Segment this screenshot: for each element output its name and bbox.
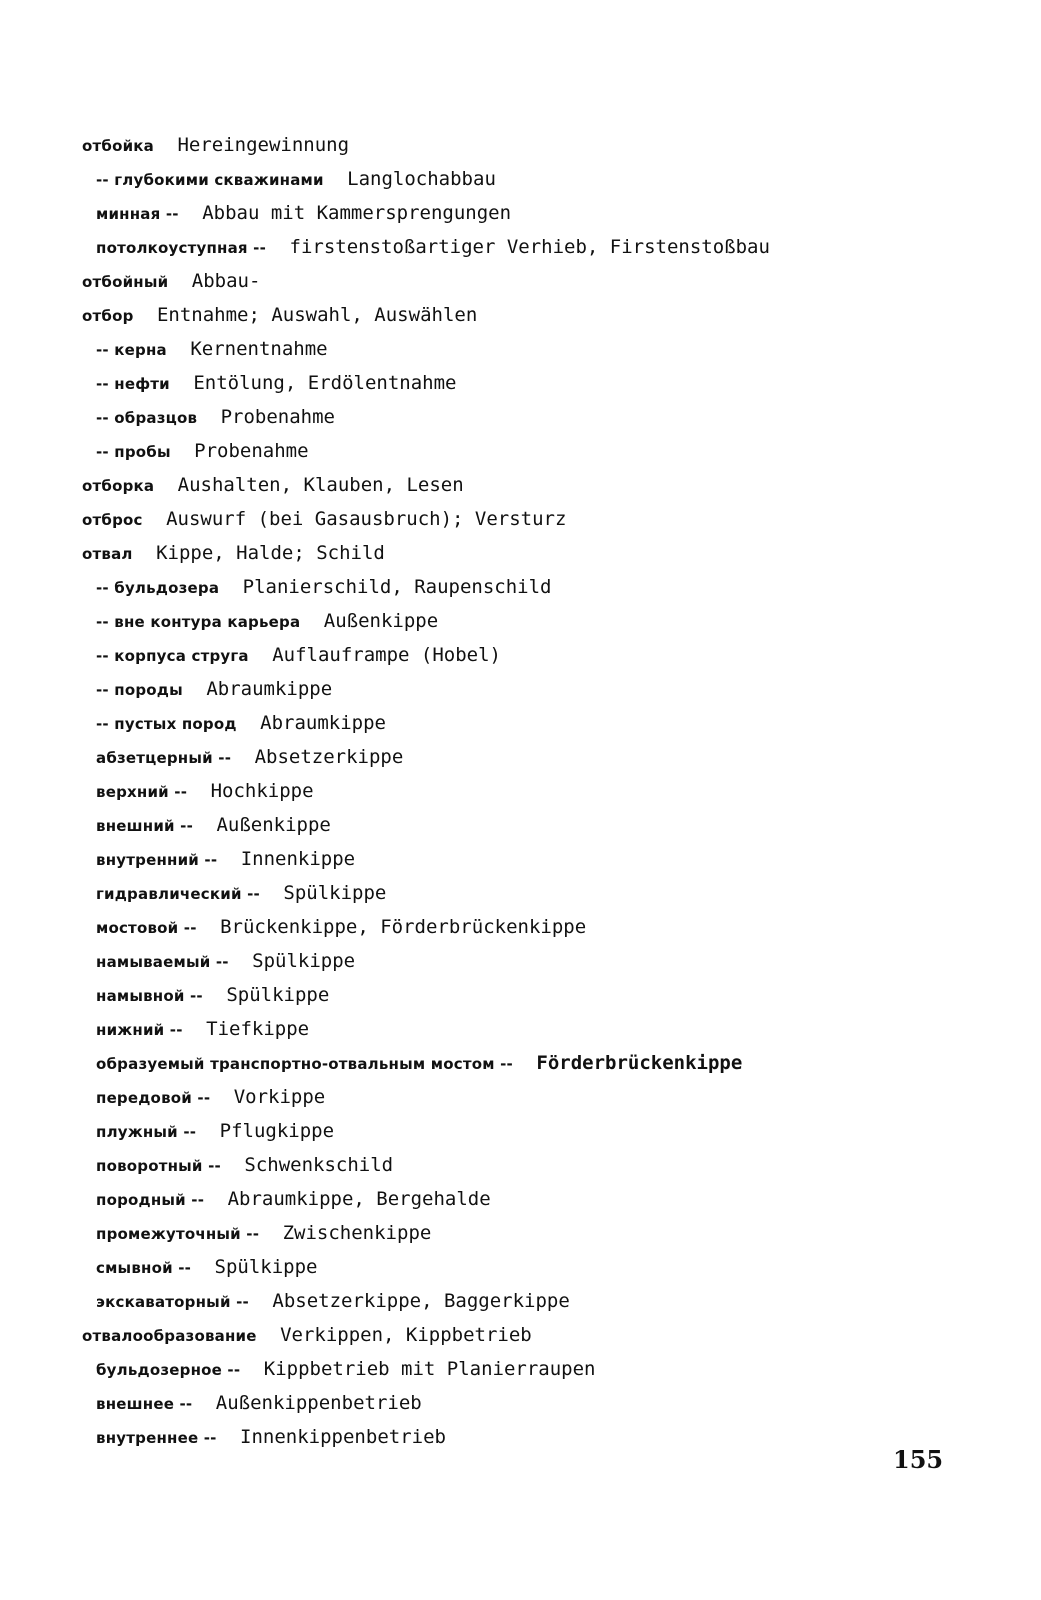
- german-translation: Planierschild, Raupenschild: [242, 576, 552, 598]
- german-translation: Kippe, Halde; Schild: [156, 542, 385, 564]
- russian-term: отброс: [82, 511, 143, 529]
- dictionary-entry: [82, 876, 1022, 910]
- russian-term: передовой --: [96, 1089, 211, 1107]
- russian-term: образуемый транспортно-отвальным мостом --: [96, 1055, 513, 1073]
- german-translation: Verkippen, Kippbetrieb: [280, 1324, 532, 1346]
- german-translation: Außenkippe: [216, 814, 331, 836]
- german-translation: Entölung, Erdölentnahme: [193, 372, 457, 394]
- russian-term: -- образцов: [96, 409, 198, 427]
- russian-term: отбойка: [82, 137, 154, 155]
- dictionary-entry: [82, 1318, 1022, 1352]
- dictionary-entry: [82, 502, 1022, 536]
- german-translation: Spülkippe: [252, 950, 356, 972]
- dictionary-entry: [82, 230, 1022, 264]
- russian-term: плужный --: [96, 1123, 197, 1141]
- dictionary-entry: [82, 570, 1022, 604]
- russian-term: мостовой --: [96, 919, 197, 937]
- dictionary-entry: [82, 808, 1022, 842]
- russian-term: минная --: [96, 205, 179, 223]
- dictionary-entry: [82, 1352, 1022, 1386]
- russian-term: промежуточный --: [96, 1225, 260, 1243]
- dictionary-entry: [82, 1386, 1022, 1420]
- german-translation: Abraumkippe, Bergehalde: [227, 1188, 491, 1210]
- russian-term: -- керна: [96, 341, 167, 359]
- dictionary-entry: [82, 910, 1022, 944]
- dictionary-entry: [82, 434, 1022, 468]
- dictionary-entry: [82, 978, 1022, 1012]
- german-translation: Förderbrückenkippe: [536, 1052, 743, 1074]
- russian-term: нижний --: [96, 1021, 183, 1039]
- page-number: 155: [893, 1445, 944, 1474]
- russian-term: внутренний --: [96, 851, 218, 869]
- russian-term: отбор: [82, 307, 134, 325]
- german-translation: Vorkippe: [233, 1086, 326, 1108]
- russian-term: -- пробы: [96, 443, 171, 461]
- dictionary-entry: [82, 740, 1022, 774]
- german-translation: Abbau-: [191, 270, 261, 292]
- dictionary-entry: [82, 944, 1022, 978]
- german-translation: Abbau mit Kammersprengungen: [202, 202, 512, 224]
- german-translation: Kernentnahme: [190, 338, 328, 360]
- dictionary-entry: [82, 842, 1022, 876]
- german-translation: Auflauframpe (Hobel): [272, 644, 501, 666]
- russian-term: -- бульдозера: [96, 579, 220, 597]
- russian-term: бульдозерное --: [96, 1361, 241, 1379]
- dictionary-entries: [82, 128, 1022, 1454]
- dictionary-entry: [82, 1216, 1022, 1250]
- german-translation: Spülkippe: [283, 882, 387, 904]
- russian-term: породный --: [96, 1191, 205, 1209]
- russian-term: экскаваторный --: [96, 1293, 249, 1311]
- dictionary-entry: [82, 162, 1022, 196]
- russian-term: внешний --: [96, 817, 194, 835]
- german-translation: Aushalten, Klauben, Lesen: [177, 474, 464, 496]
- russian-term: намывной --: [96, 987, 203, 1005]
- dictionary-entry: [82, 1420, 1022, 1454]
- dictionary-entry: [82, 332, 1022, 366]
- german-translation: Kippbetrieb mit Planierraupen: [263, 1358, 596, 1380]
- german-translation: Innenkippenbetrieb: [240, 1426, 446, 1448]
- russian-term: гидравлический --: [96, 885, 260, 903]
- german-translation: Abraumkippe: [260, 712, 386, 734]
- german-translation: Schwenkschild: [244, 1154, 394, 1176]
- dictionary-entry: [82, 774, 1022, 808]
- dictionary-entry: [82, 366, 1022, 400]
- dictionary-entry: [82, 1046, 1022, 1080]
- dictionary-entry: [82, 672, 1022, 706]
- german-translation: Langlochabbau: [347, 168, 496, 190]
- dictionary-entry: [82, 298, 1022, 332]
- dictionary-entry: [82, 604, 1022, 638]
- german-translation: Außenkippe: [323, 610, 439, 632]
- german-translation: Auswurf (bei Gasausbruch); Versturz: [166, 508, 567, 530]
- german-translation: Absetzerkippe: [254, 746, 404, 768]
- dictionary-entry: [82, 128, 1022, 162]
- dictionary-entry: [82, 468, 1022, 502]
- russian-term: -- вне контура карьера: [96, 613, 301, 631]
- german-translation: Absetzerkippe, Baggerkippe: [272, 1290, 570, 1312]
- german-translation: Entnahme; Auswahl, Auswählen: [156, 304, 478, 326]
- dictionary-entry: [82, 264, 1022, 298]
- russian-term: отвалообразование: [82, 1327, 257, 1345]
- german-translation: Pflugkippe: [219, 1120, 335, 1142]
- dictionary-entry: [82, 1012, 1022, 1046]
- russian-term: верхний --: [96, 783, 188, 801]
- german-translation: Spülkippe: [226, 984, 330, 1006]
- russian-term: отбойный: [82, 273, 169, 291]
- russian-term: -- нефти: [96, 375, 170, 393]
- german-translation: Hereingewinnung: [177, 134, 350, 156]
- dictionary-entry: [82, 400, 1022, 434]
- dictionary-entry: [82, 1114, 1022, 1148]
- german-translation: Außenkippenbetrieb: [215, 1392, 422, 1414]
- german-translation: Zwischenkippe: [282, 1222, 432, 1244]
- dictionary-entry: [82, 1080, 1022, 1114]
- dictionary-entry: [82, 706, 1022, 740]
- russian-term: поворотный --: [96, 1157, 221, 1175]
- dictionary-entry: [82, 638, 1022, 672]
- russian-term: намываемый --: [96, 953, 229, 971]
- german-translation: Spülkippe: [214, 1256, 318, 1278]
- dictionary-entry: [82, 1250, 1022, 1284]
- dictionary-entry: [82, 196, 1022, 230]
- german-translation: Hochkippe: [210, 780, 314, 802]
- german-translation: Tiefkippe: [206, 1018, 310, 1040]
- russian-term: отвал: [82, 545, 133, 563]
- german-translation: Probenahme: [194, 440, 309, 462]
- dictionary-entry: [82, 1148, 1022, 1182]
- russian-term: -- корпуса струга: [96, 647, 249, 665]
- russian-term: внутреннее --: [96, 1429, 217, 1447]
- russian-term: смывной --: [96, 1259, 192, 1277]
- russian-term: -- породы: [96, 681, 183, 699]
- russian-term: отборка: [82, 477, 155, 495]
- german-translation: Innenkippe: [240, 848, 356, 870]
- russian-term: внешнее --: [96, 1395, 193, 1413]
- russian-term: потолкоуступная --: [96, 239, 267, 257]
- dictionary-entry: [82, 536, 1022, 570]
- german-translation: Probenahme: [220, 406, 335, 428]
- german-translation: firstenstoßartiger Verhieb, Firstenstoßbau: [289, 236, 770, 258]
- german-translation: Abraumkippe: [206, 678, 333, 700]
- dictionary-entry: [82, 1182, 1022, 1216]
- russian-term: -- глубокими скважинами: [96, 171, 324, 189]
- russian-term: -- пустых пород: [96, 715, 237, 733]
- russian-term: абзетцерный --: [96, 749, 232, 767]
- dictionary-entry: [82, 1284, 1022, 1318]
- german-translation: Brückenkippe, Förderbrückenkippe: [220, 916, 587, 938]
